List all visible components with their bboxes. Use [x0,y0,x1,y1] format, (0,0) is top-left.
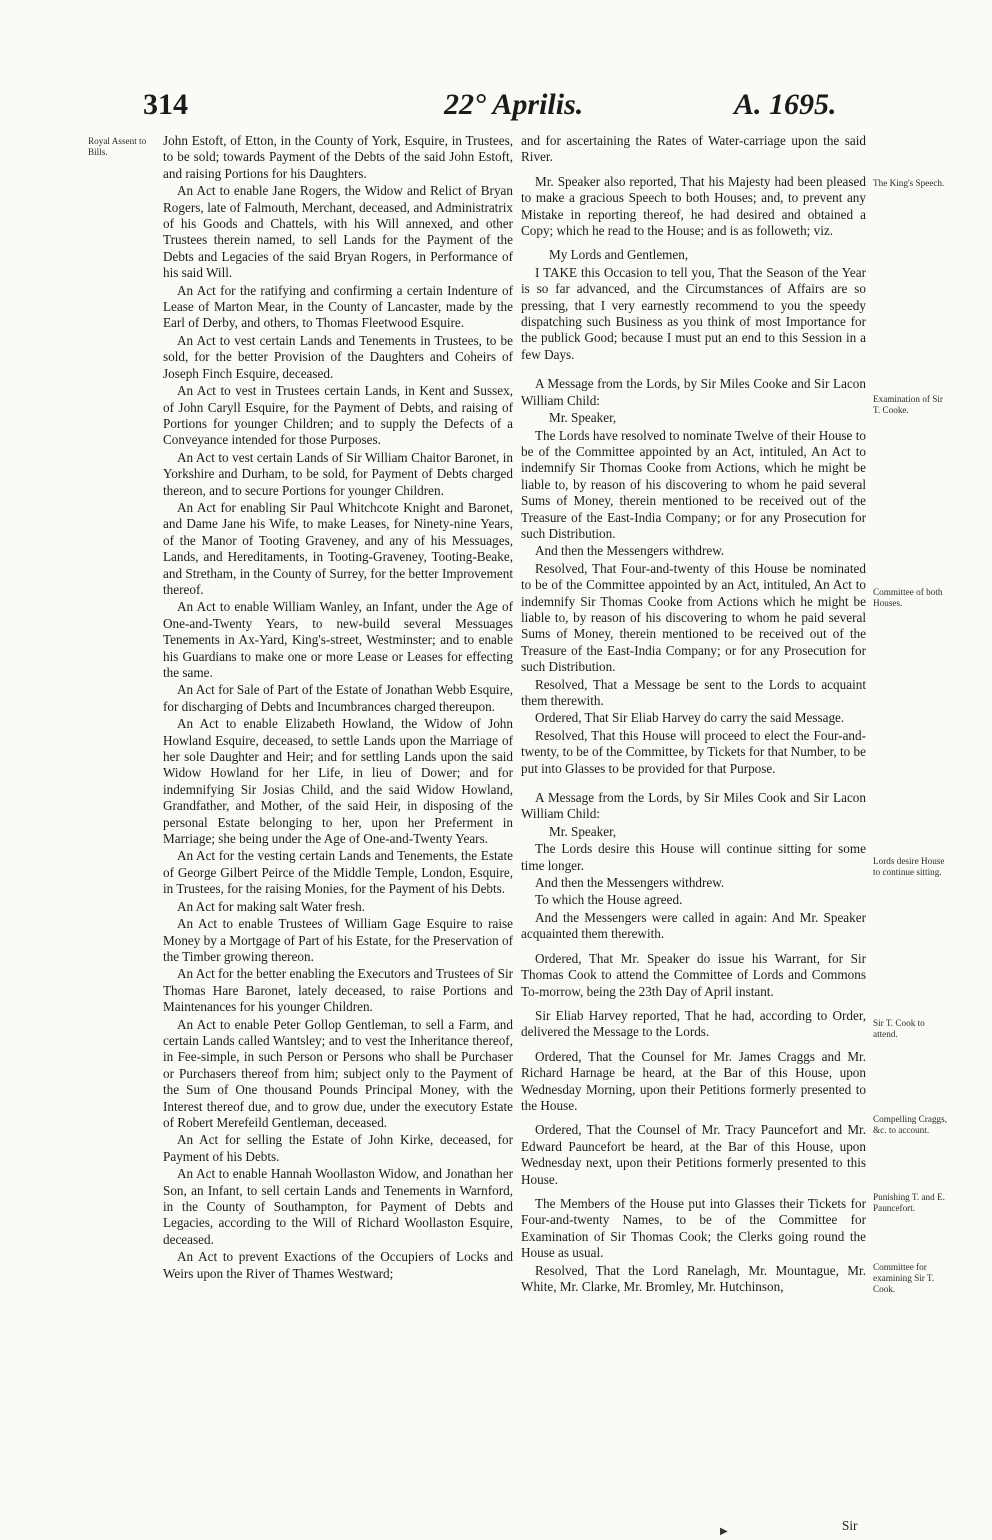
catchword: Sir [842,1518,858,1533]
year-heading: A. 1695. [734,88,837,121]
paragraph: Resolved, That Four-and-twenty of this House be nominated to be of the Committee appointed by an Act, intituled, An Act to indemnify Sir Thomas Cooke from Actions which he might be liable to, by reason of his discovering to whom he paid several Sums of Money, therein mentioned to be received out of the Treasure of the East-India Company; or for any Prosecution for such Distribution. [521,560,866,675]
paragraph: A Message from the Lords, by Sir Miles Cooke and Sir Lacon William Child: [521,376,866,408]
margin-note-committee: Committee of both Houses. [873,587,943,608]
paragraph: An Act to enable Peter Gollop Gentleman, to sell a Farm, and certain Lands called Wantsley; and to vest the Inheritance thereof, in Fee-simple, in such Person or Persons who shall be Purchaser or Purchasers thereof from him; subject only to the Payment of the Sum of One thousand Pounds Principal Money, with the Interest thereof due, and to grow due, under the executory Estate of Robert Merefeild Gentleman, deceased. [163,1016,513,1130]
paragraph: And then the Messengers withdrew. [535,543,725,559]
paragraph: Mr. Speaker also reported, That his Majesty had been pleased to make a gracious Speech to both Houses; and, to prevent any Mistake in reporting thereof, he had desired and obtained a Copy; which he read to the House; and is as followeth; viz. [521,173,866,239]
margin-note-committee-exam: Committee for examining Sir T. Cook. [873,1262,935,1294]
paragraph: Ordered, That Mr. Speaker do issue his Warrant, for Sir Thomas Cook to attend the Committee of Lords and Commons To-morrow, being the 23th Day of April instant. [521,950,866,999]
paragraph: Mr. Speaker, [549,410,617,426]
paragraph: And then the Messengers withdrew. [535,875,725,891]
paragraph: The Lords desire this House will continue sitting for some time longer. [521,841,866,873]
paragraph: A Message from the Lords, by Sir Miles Cook and Sir Lacon William Child: [521,790,866,822]
margin-note-compelling: Compelling Craggs, &c. to account. [873,1114,948,1135]
paragraph: An Act to enable Trustees of William Gage Esquire to raise Money by a Mortgage of Part of his Estate, for the Preservation of the Timber growing thereon. [163,916,513,964]
paragraph: An Act to vest certain Lands and Tenements in Trustees, to be sold, for the better Provision of the Daughters and Coheirs of Joseph Finch Esquire, deceased. [163,332,513,381]
paragraph: And the Messengers were called in again: And Mr. Speaker acquainted them therewith. [521,909,866,942]
paragraph: I TAKE this Occasion to tell you, That the Season of the Year is so far advanced, and the Circumstances of Affairs are so pressing, that I very earnestly recommend to you the speedy dispatching such Business as you think of most Importance for the publick Good; because I must put an end to this Session in a few Days. [521,264,866,362]
right-column [521,133,866,1296]
paragraph: An Act for the vesting certain Lands and Tenements, the Estate of George Gilbert Peirce of the Middle Temple, London, Esquire, in Trustees, for the raising Monies, for the Payment of his Debts. [163,848,513,897]
paragraph: Ordered, That Sir Eliab Harvey do carry the said Message. [535,710,845,726]
page-number: 314 [143,88,188,121]
margin-note-royal-assent: Royal Assent to Bills. [88,136,147,157]
paragraph: An Act for enabling Sir Paul Whitchcote Knight and Baronet, and Dame Jane his Wife, to make Leases, for Ninety-nine Years, of the Manor of Tooting Graveney, and any of his Messuages, Lands, and Hereditaments, in Tooting-Graveney, Tooting-Beake, and Stretham, in the County of Surrey, for the better Improvement thereof. [163,499,513,597]
paragraph: and for ascertaining the Rates of Water-carriage upon the said River. [521,133,866,165]
margin-note-cook-attend: Sir T. Cook to attend. [873,1018,925,1039]
margin-note-examination: Examination of Sir T. Cooke. [873,394,943,415]
paragraph: An Act for making salt Water fresh. [177,898,366,914]
paragraph: An Act for selling the Estate of John Kirke, deceased, for Payment of his Debts. [163,1132,513,1164]
paragraph: An Act to enable Jane Rogers, the Widow and Relict of Bryan Rogers, late of Falmouth, Merchant, deceased, and Administratrix of his Goods and Chattels, with his Will annexed, and other Trustees therein named, to sell Lands for the Payment of the Debts and Legacies of the said Bryan Rogers, in Performance of his said Will. [163,183,513,281]
paragraph: Ordered, That the Counsel for Mr. James Craggs and Mr. Richard Harnage be heard, at the Bar of this House, upon Wednesday Morning, upon their Petitions formerly presented to the House. [521,1048,866,1113]
paragraph: An Act to enable Elizabeth Howland, the Widow of John Howland Esquire, deceased, to settle Lands upon the Marriage of her sole Daughter and Heir; and for settling Lands upon the said Widow Howland for her Life, in lieu of Dower; and for indemnifying Sir Josias Child, and the said Widow Howland, Grandfather, and Mother, of the said Heir, in disposing of the personal Estate belonging to her, upon her Preferment in Marriage; she being under the Age of One-and-Twenty Years. [163,716,513,847]
margin-note-kings-speech: The King's Speech. [873,178,945,188]
paragraph: Ordered, That the Counsel of Mr. Tracy Pauncefort and Mr. Edward Pauncefort be heard, at the Bar of this House, upon Wednesday next, upon their Petitions formerly presented to this House. [521,1122,866,1187]
paragraph: An Act to enable Hannah Woollaston Widow, and Jonathan her Son, an Infant, to sell certain Lands and Tenements in Warnford, in the County of Southampton, for Payment of Debts and Legacies, according to the Will of Richard Woollaston Esquire, deceased. [163,1166,513,1247]
paragraph: Mr. Speaker, [549,823,617,839]
running-title: 22° Aprilis. [444,88,584,121]
paragraph: John Estoft, of Etton, in the County of York, Esquire, in Trustees, to be sold; towards Payment of the Debts of the said John Estoft, and raising Portions for his Daughters. [163,133,513,181]
left-column [163,133,513,1283]
paragraph: Resolved, That a Message be sent to the Lords to acquaint them therewith. [521,676,866,708]
paragraph: The Members of the House put into Glasses their Tickets for Four-and-twenty Names, to be of the Committee for Examination of Sir Thomas Cook; the Clerks going round the House as usual. [521,1195,866,1261]
paragraph: An Act to prevent Exactions of the Occupiers of Locks and Weirs upon the River of Thames Westward; [163,1249,513,1281]
paragraph: To which the House agreed. [535,892,683,908]
paragraph: Resolved, That this House will proceed to elect the Four-and-twenty, to be of the Committee, by Tickets for that Number, to be put into Glasses to be provided for that Purpose. [521,727,866,776]
paragraph: An Act for the ratifying and confirming a certain Indenture of Lease of Marton Mear, in the County of Lancaster, made by the Earl of Derby, and others, to Thomas Fleetwood Esquire. [163,282,513,331]
paragraph: An Act to enable William Wanley, an Infant, under the Age of One-and-Twenty Years, to new-build several Messuages Tenements in Ax-Yard, King's-street, Westminster; and to enable his Guardians to make one or more Lease or Leases for effecting the same. [163,599,513,680]
margin-note-punishing: Punishing T. and E. Pauncefort. [873,1192,945,1213]
paragraph: Resolved, That the Lord Ranelagh, Mr. Mountague, Mr. White, Mr. Clarke, Mr. Bromley, Mr. Hutchinson, [521,1262,866,1294]
paragraph: My Lords and Gentlemen, [549,247,689,263]
paragraph: An Act to vest in Trustees certain Lands, in Kent and Sussex, of John Caryll Esquire, for the Payment of Debts, and raising of Portions for younger Children; and to supply the Defects of a Conveyance intended for those Purposes. [163,383,513,448]
paragraph: Sir Eliab Harvey reported, That he had, according to Order, delivered the Message to the Lords. [521,1007,866,1040]
footer-ornament: ▶ [720,1526,728,1537]
page-header [0,84,992,130]
paragraph: The Lords have resolved to nominate Twelve of their House to be of the Committee appointed by an Act, intituled, An Act to indemnify Sir Thomas Cooke from Actions, which he might be liable to, by reason of his discovering to whom he paid several Sums of Money, therein mentioned to be received out of the Treasure of the East-India Company; or for any Prosecution for such Distribution. [521,427,866,541]
paragraph: An Act to vest certain Lands of Sir William Chaitor Baronet, in Yorkshire and Durham, to be sold, for Payment of Debts charged thereon, and to secure Portions for younger Children. [163,449,513,498]
margin-note-lords-desire: Lords desire House to continue sitting. [873,856,945,877]
paragraph: An Act for the better enabling the Executors and Trustees of Sir Thomas Hare Baronet, lately deceased, to raise Portions and Maintenances for his younger Children. [163,966,513,1015]
paragraph: An Act for Sale of Part of the Estate of Jonathan Webb Esquire, for discharging of Debts and Incumbrances charged thereupon. [163,682,513,714]
